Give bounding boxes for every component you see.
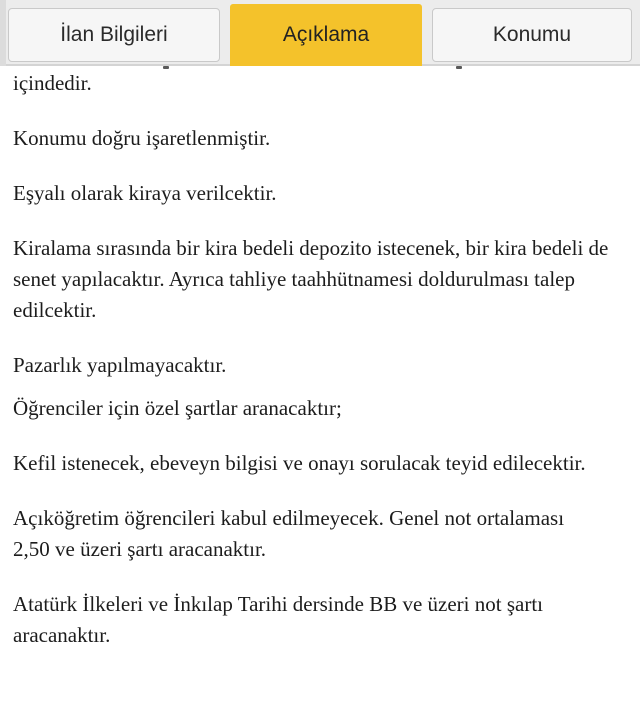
description-paragraph: Atatürk İlkeleri ve İnkılap Tarihi dersinde BB ve üzeri not şartı aracanaktır. — [13, 592, 543, 647]
description-paragraph: Kefil istenecek, ebeveyn bilgisi ve onayı sorulacak teyid edilecektir. — [13, 451, 586, 475]
tab-description[interactable]: Açıklama — [230, 4, 422, 66]
description-paragraph: Pazarlık yapılmayacaktır. — [13, 353, 227, 377]
tab-location[interactable]: Konumu — [432, 8, 632, 62]
description-text — [13, 66, 628, 651]
description-paragraph: Kiralama sırasında bir kira bedeli depozito istecenek, bir kira bedeli de senet yapılacaktır. Ayrıca tahliye taahhütnamesi doldurulması talep edilcektir. — [13, 236, 609, 322]
description-paragraph: Konumu doğru işaretlenmiştir. — [13, 126, 271, 150]
description-paragraph: içindedir. — [13, 71, 92, 95]
description-paragraph: Açıköğretim öğrencileri kabul edilmeyecek. Genel not ortalaması 2,50 ve üzeri şartı aracanaktır. — [13, 506, 565, 561]
tab-bar — [0, 0, 640, 66]
tab-listing-info[interactable]: İlan Bilgileri — [8, 8, 220, 62]
description-paragraph: Öğrenciler için özel şartlar aranacaktır; — [13, 396, 342, 420]
description-paragraph: Eşyalı olarak kiraya verilcektir. — [13, 181, 277, 205]
tab-bar-edge — [0, 0, 6, 66]
